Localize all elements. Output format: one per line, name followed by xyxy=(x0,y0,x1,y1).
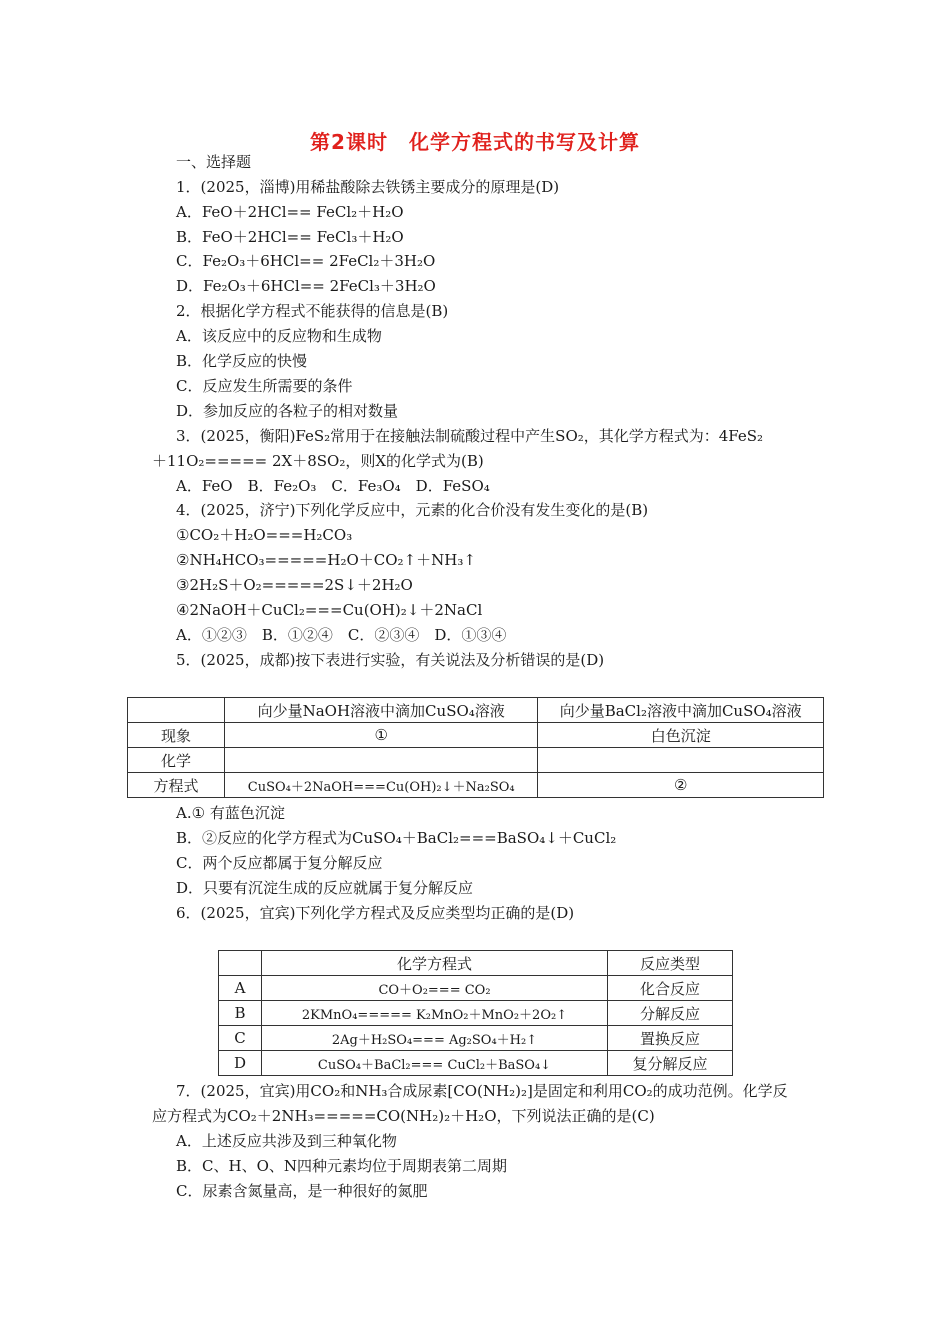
table-header: 化学方程式 xyxy=(262,951,608,976)
table-cell: 白色沉淀 xyxy=(538,723,824,748)
q5-option-a: A.① 有蓝色沉淀 xyxy=(176,804,285,822)
q7-option-a: A．上述反应共涉及到三种氧化物 xyxy=(176,1132,397,1150)
q4-options: A．①②③ B．①②④ C．②③④ D．①③④ xyxy=(176,626,507,644)
q5-stem: 5．(2025，成都)按下表进行实验，有关说法及分析错误的是(D) xyxy=(176,651,605,669)
table-cell: 现象 xyxy=(128,723,225,748)
q7-stem-line1: 7．(2025，宜宾)用CO₂和NH₃合成尿素[CO(NH₂)₂]是固定和利用CO₂的成功范例。化学反 xyxy=(176,1082,788,1100)
table-header: 向少量NaOH溶液中滴加CuSO₄溶液 xyxy=(225,698,538,723)
q7-option-b: B．C、H、O、N四种元素均位于周期表第二周期 xyxy=(176,1157,508,1175)
table-cell: D xyxy=(219,1051,262,1076)
table-cell: B xyxy=(219,1001,262,1026)
section-heading: 一、选择题 xyxy=(176,153,252,171)
q7-stem-line2: 应方程式为CO₂＋2NH₃=====CO(NH₂)₂＋H₂O，下列说法正确的是(C) xyxy=(152,1107,655,1125)
q5-option-c: C．两个反应都属于复分解反应 xyxy=(176,854,383,872)
table-row xyxy=(219,951,733,976)
q5-table xyxy=(127,697,824,798)
q1-option-d: D．Fe₂O₃＋6HCl== 2FeCl₃＋3H₂O xyxy=(176,277,436,295)
q1-option-c: C．Fe₂O₃＋6HCl== 2FeCl₂＋3H₂O xyxy=(176,252,436,270)
table-row xyxy=(219,1026,733,1051)
table-header: 反应类型 xyxy=(608,951,733,976)
table-cell xyxy=(219,951,262,976)
table-cell: 化合反应 xyxy=(608,976,733,1001)
q2-option-b: B．化学反应的快慢 xyxy=(176,352,308,370)
table-cell: A xyxy=(219,976,262,1001)
table-row xyxy=(219,1001,733,1026)
table-cell: 复分解反应 xyxy=(608,1051,733,1076)
table-cell: ② xyxy=(538,773,824,798)
q7-option-c: C．尿素含氮量高，是一种很好的氮肥 xyxy=(176,1182,428,1200)
q4-stem: 4．(2025，济宁)下列化学反应中，元素的化合价没有发生变化的是(B) xyxy=(176,501,649,519)
table-cell: 2KMnO₄===== K₂MnO₂＋MnO₂＋2O₂↑ xyxy=(262,1001,608,1026)
table-cell: ① xyxy=(225,723,538,748)
q1-option-a: A．FeO＋2HCl== FeCl₂＋H₂O xyxy=(176,203,404,221)
table-cell xyxy=(538,748,824,773)
q1-option-b: B．FeO＋2HCl== FeCl₃＋H₂O xyxy=(176,228,404,246)
q4-reaction-2: ②NH₄HCO₃=====H₂O＋CO₂↑＋NH₃↑ xyxy=(176,551,476,569)
table-cell xyxy=(128,698,225,723)
table-cell xyxy=(225,748,538,773)
q6-stem: 6．(2025，宜宾)下列化学方程式及反应类型均正确的是(D) xyxy=(176,904,575,922)
table-cell: CuSO₄＋BaCl₂=== CuCl₂＋BaSO₄↓ xyxy=(262,1051,608,1076)
q5-option-b: B．②反应的化学方程式为CuSO₄＋BaCl₂===BaSO₄↓＋CuCl₂ xyxy=(176,829,617,847)
q2-stem: 2．根据化学方程式不能获得的信息是(B) xyxy=(176,302,449,320)
table-cell: 分解反应 xyxy=(608,1001,733,1026)
page-title: 第2课时 化学方程式的书写及计算 xyxy=(310,130,640,154)
table-cell: 化学 xyxy=(128,748,225,773)
table-row xyxy=(128,723,824,748)
table-cell: CuSO₄＋2NaOH===Cu(OH)₂↓＋Na₂SO₄ xyxy=(225,773,538,798)
q6-table xyxy=(218,950,733,1076)
q1-stem: 1．(2025，淄博)用稀盐酸除去铁锈主要成分的原理是(D) xyxy=(176,178,560,196)
table-cell: 置换反应 xyxy=(608,1026,733,1051)
table-cell: CO＋O₂=== CO₂ xyxy=(262,976,608,1001)
table-row xyxy=(219,1051,733,1076)
q4-reaction-4: ④2NaOH＋CuCl₂===Cu(OH)₂↓＋2NaCl xyxy=(176,601,483,619)
table-header: 向少量BaCl₂溶液中滴加CuSO₄溶液 xyxy=(538,698,824,723)
q3-stem-line2: ＋11O₂===== 2X＋8SO₂，则X的化学式为(B) xyxy=(152,452,484,470)
q3-options: A．FeO B．Fe₂O₃ C．Fe₃O₄ D．FeSO₄ xyxy=(176,477,490,495)
q2-option-d: D．参加反应的各粒子的相对数量 xyxy=(176,402,399,420)
table-row xyxy=(219,976,733,1001)
q2-option-a: A．该反应中的反应物和生成物 xyxy=(176,327,382,345)
table-cell: 方程式 xyxy=(128,773,225,798)
table-row xyxy=(128,773,824,798)
table-cell: C xyxy=(219,1026,262,1051)
q2-option-c: C．反应发生所需要的条件 xyxy=(176,377,353,395)
table-cell: 2Ag＋H₂SO₄=== Ag₂SO₄＋H₂↑ xyxy=(262,1026,608,1051)
table-row xyxy=(128,748,824,773)
q5-option-d: D．只要有沉淀生成的反应就属于复分解反应 xyxy=(176,879,474,897)
q4-reaction-1: ①CO₂＋H₂O===H₂CO₃ xyxy=(176,526,353,544)
table-row xyxy=(128,698,824,723)
q4-reaction-3: ③2H₂S＋O₂=====2S↓＋2H₂O xyxy=(176,576,413,594)
q3-stem-line1: 3．(2025，衡阳)FeS₂常用于在接触法制硫酸过程中产生SO₂，其化学方程式为：4FeS₂ xyxy=(176,427,764,445)
